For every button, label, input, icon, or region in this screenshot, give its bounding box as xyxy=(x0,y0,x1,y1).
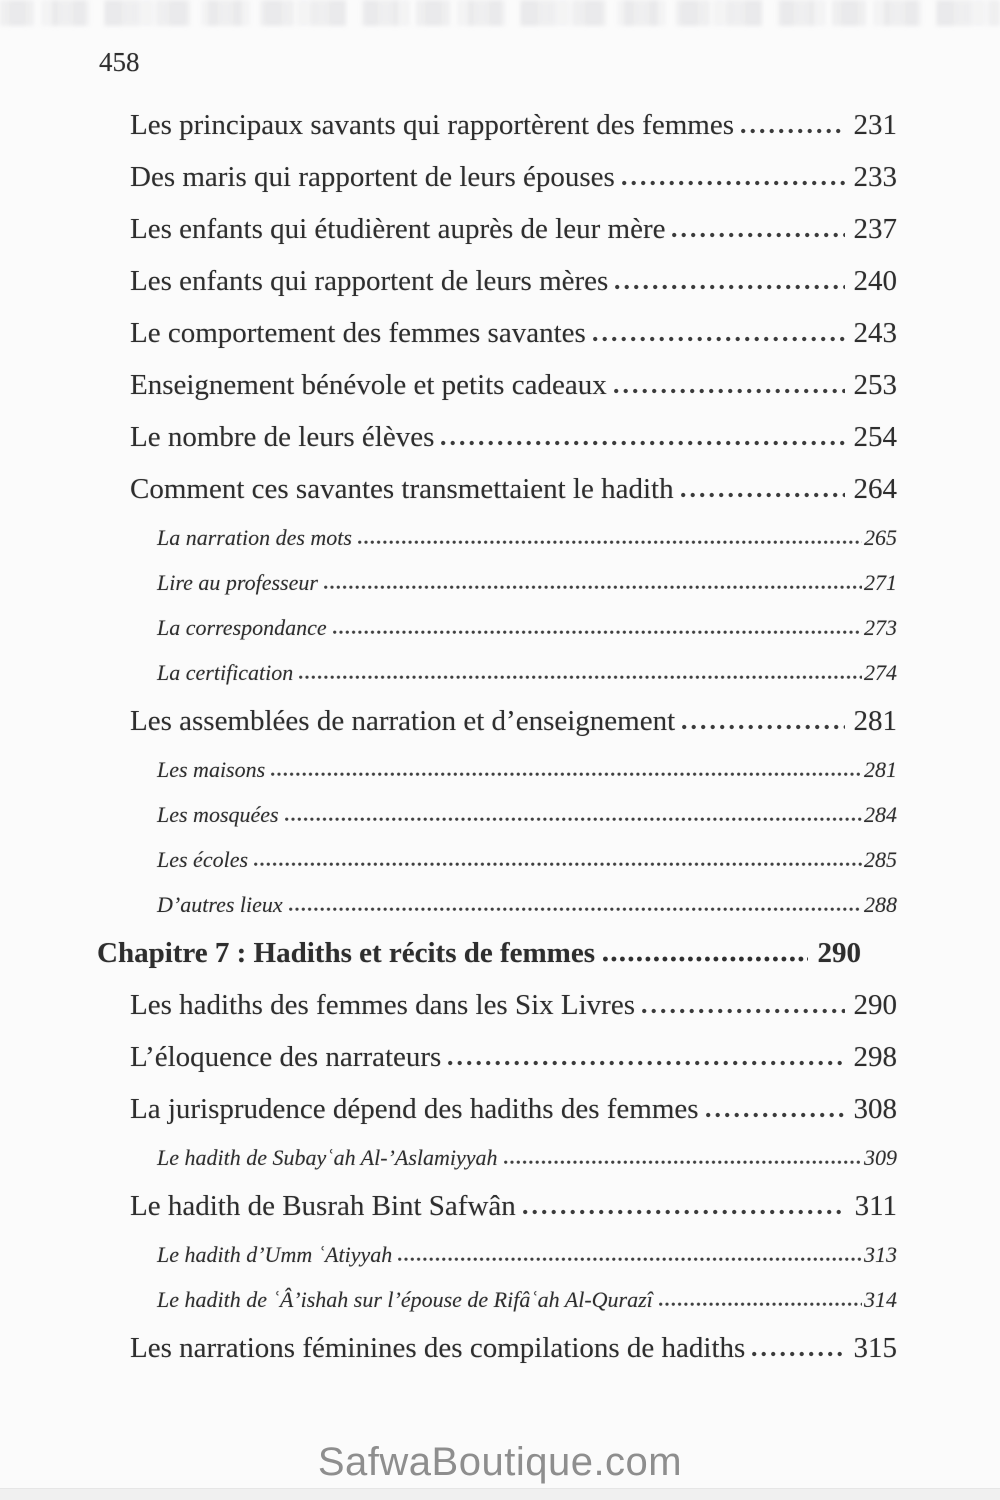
toc-entry-label: Les enfants qui rapportent de leurs mères xyxy=(130,265,609,297)
toc-entry-page: 237 xyxy=(853,213,897,245)
toc-entry-page: 309 xyxy=(864,1145,897,1170)
toc-entry xyxy=(97,151,897,203)
toc-entry-page: 313 xyxy=(864,1242,897,1267)
dot-leader xyxy=(448,1060,844,1066)
toc-entry-page: 254 xyxy=(853,421,897,453)
dot-leader xyxy=(681,492,845,498)
dot-leader xyxy=(285,816,862,822)
toc-entry-label: La certification xyxy=(157,660,294,685)
dot-leader xyxy=(752,1351,844,1357)
dot-leader xyxy=(672,232,844,238)
toc-entry xyxy=(97,1135,897,1180)
dot-leader xyxy=(398,1256,862,1262)
toc-entry xyxy=(97,359,897,411)
toc-entry xyxy=(97,515,897,560)
toc-entry-label: L’éloquence des narrateurs xyxy=(130,1041,442,1073)
toc-entry-label: Lire au professeur xyxy=(157,570,318,595)
toc-entry xyxy=(97,650,897,695)
toc-entry-page: 315 xyxy=(853,1332,897,1364)
toc-entry-page: 243 xyxy=(853,317,897,349)
toc-entry xyxy=(97,307,897,359)
dot-leader xyxy=(358,539,862,545)
toc-entry xyxy=(97,411,897,463)
toc-entry-label: La correspondance xyxy=(157,615,327,640)
toc-entry xyxy=(97,882,897,927)
dot-leader xyxy=(622,180,845,186)
toc-entry-label: Chapitre 7 : Hadiths et récits de femmes xyxy=(97,937,595,969)
dot-leader xyxy=(441,440,844,446)
toc-entry-page: 311 xyxy=(854,1190,897,1222)
toc-entry xyxy=(97,1277,897,1322)
toc-entry-label: La narration des mots xyxy=(157,525,352,550)
page-number: 458 xyxy=(99,47,140,77)
dot-leader xyxy=(642,1008,845,1014)
toc-entry xyxy=(97,979,897,1031)
toc-entry xyxy=(97,99,897,151)
toc-entry-page: 281 xyxy=(864,757,897,782)
toc-entry-page: 314 xyxy=(864,1287,897,1312)
toc-entry-label: Les maisons xyxy=(157,757,266,782)
page-bottom-edge xyxy=(0,1488,1000,1500)
toc-entry-page: 264 xyxy=(853,473,897,505)
toc-entry-page: 284 xyxy=(864,802,897,827)
toc-entry xyxy=(97,1031,897,1083)
toc-entry-page: 240 xyxy=(853,265,897,297)
dot-leader xyxy=(706,1112,845,1118)
toc-entry xyxy=(97,1232,897,1277)
toc-entry-label: Le hadith de ʿÂ’ishah sur l’épouse de Rifâʿah Al-Qurazî xyxy=(157,1287,653,1312)
dot-leader xyxy=(324,584,862,590)
dot-leader xyxy=(299,674,862,680)
toc-entry-page: 233 xyxy=(853,161,897,193)
dot-leader xyxy=(333,629,862,635)
toc-entry-page: 265 xyxy=(864,525,897,550)
toc-entry-label: Les assemblées de narration et d’enseignement xyxy=(130,705,676,737)
toc-entry xyxy=(97,463,897,515)
dot-leader xyxy=(682,724,844,730)
toc-entry-page: 253 xyxy=(853,369,897,401)
dot-leader xyxy=(593,336,845,342)
toc-entry-page: 271 xyxy=(864,570,897,595)
toc-entry-label: Le nombre de leurs élèves xyxy=(130,421,435,453)
toc-entry-page: 231 xyxy=(853,109,897,141)
toc-entry-page: 288 xyxy=(864,892,897,917)
toc-entry-label: Le hadith de Busrah Bint Safwân xyxy=(130,1190,516,1222)
toc-entry xyxy=(97,255,897,307)
toc-entry-label: La jurisprudence dépend des hadiths des femmes xyxy=(130,1093,699,1125)
dot-leader xyxy=(271,771,862,777)
toc-entry xyxy=(97,695,897,747)
watermark: SafwaBoutique.com xyxy=(317,1440,683,1484)
dot-leader xyxy=(254,861,862,867)
toc-entry xyxy=(97,605,897,650)
toc-entry xyxy=(97,747,897,792)
dot-leader xyxy=(741,128,845,134)
toc-entry-label: Le comportement des femmes savantes xyxy=(130,317,586,349)
toc-entry-label: Comment ces savantes transmettaient le hadith xyxy=(130,473,674,505)
dot-leader xyxy=(614,388,845,394)
toc-entry-label: Les narrations féminines des compilations de hadiths xyxy=(130,1332,746,1364)
dot-leader xyxy=(523,1209,846,1215)
toc-entry xyxy=(97,927,897,979)
toc-entry-label: Les principaux savants qui rapportèrent des femmes xyxy=(130,109,734,141)
dot-leader xyxy=(603,956,808,962)
toc-entry-page: 290 xyxy=(853,989,897,1021)
toc-entry-page: 281 xyxy=(853,705,897,737)
toc-entry xyxy=(97,1322,897,1374)
dot-leader xyxy=(289,906,862,912)
scan-artifact-band xyxy=(0,0,1000,26)
dot-leader xyxy=(659,1301,862,1307)
toc-entry-page: 298 xyxy=(853,1041,897,1073)
toc-entry xyxy=(97,560,897,605)
dot-leader xyxy=(615,284,844,290)
toc-entry-page: 308 xyxy=(853,1093,897,1125)
toc-entry-page: 290 xyxy=(817,937,861,969)
toc-entry-label: Les enfants qui étudièrent auprès de leur mère xyxy=(130,213,666,245)
toc-entry-page: 274 xyxy=(864,660,897,685)
toc-entry-label: Enseignement bénévole et petits cadeaux xyxy=(130,369,607,401)
toc-entry-label: Les hadiths des femmes dans les Six Livres xyxy=(130,989,635,1021)
toc-entry xyxy=(97,1083,897,1135)
toc-entry-label: Le hadith de Subayʿah Al-’Aslamiyyah xyxy=(157,1145,498,1170)
toc-entry-label: D’autres lieux xyxy=(157,892,283,917)
toc-entry-page: 273 xyxy=(864,615,897,640)
toc-entry-label: Les écoles xyxy=(157,847,249,872)
toc-entry-label: Le hadith d’Umm ʿAtiyyah xyxy=(157,1242,393,1267)
toc-entry xyxy=(97,792,897,837)
toc-entry-page: 285 xyxy=(864,847,897,872)
toc-entry xyxy=(97,1180,897,1232)
toc-entry-label: Les mosquées xyxy=(157,802,279,827)
dot-leader xyxy=(504,1159,862,1165)
toc-entry xyxy=(97,203,897,255)
toc-entry-label: Des maris qui rapportent de leurs épouses xyxy=(130,161,615,193)
toc-entry xyxy=(97,837,897,882)
toc-list xyxy=(97,99,897,1374)
